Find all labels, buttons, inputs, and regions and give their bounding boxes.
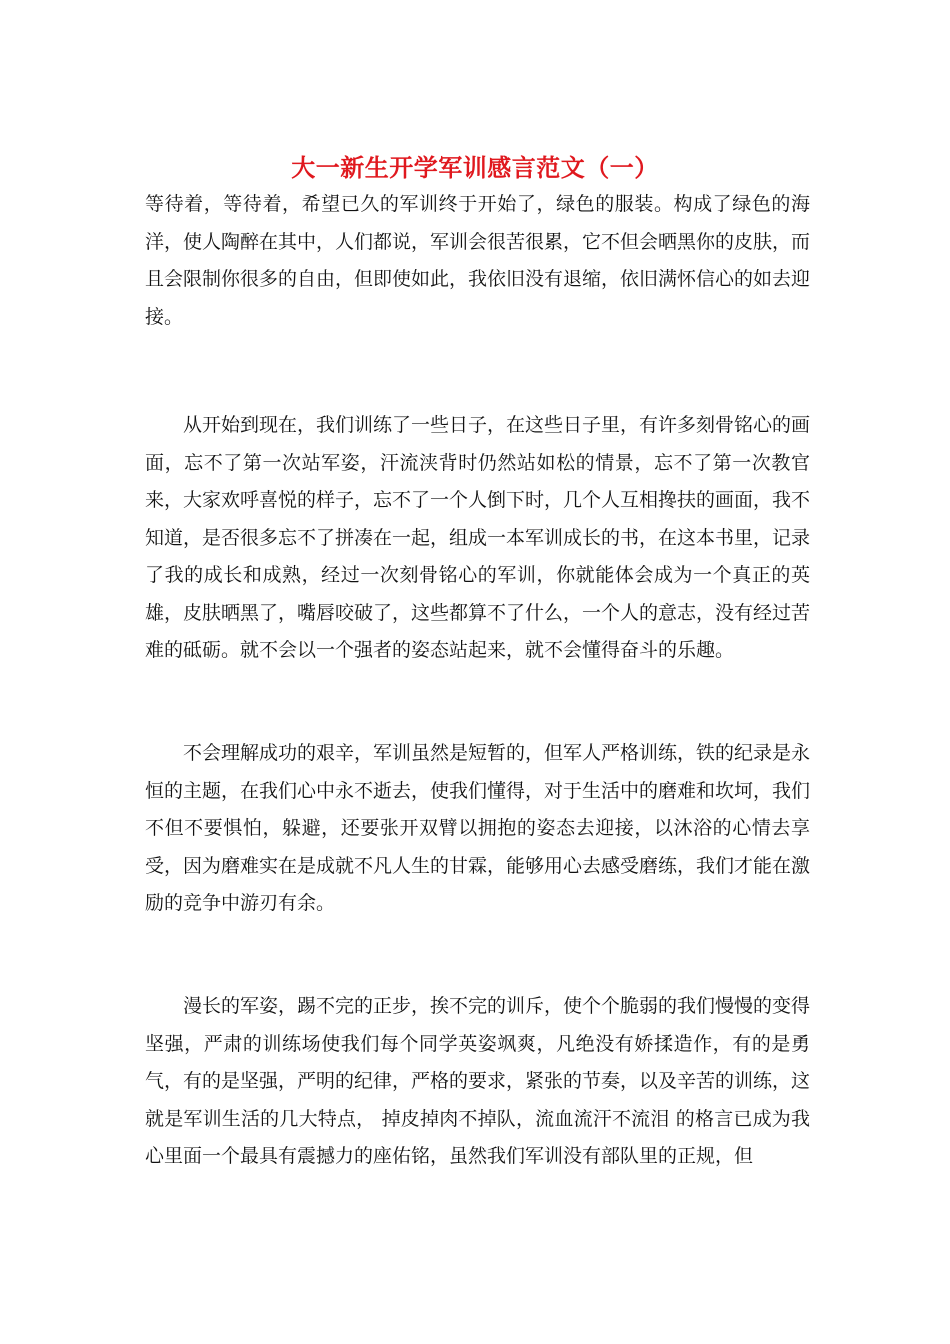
paragraph-1: 等待着，等待着，希望已久的军训终于开始了，绿色的服装。构成了绿色的海洋，使人陶醉在其中，人们都说，军训会很苦很累，它不但会晒黑你的皮肤，而且会限制你很多的自由，但即使如此，我依旧没有退缩，依旧满怀信心的如去迎接。 [145,193,811,328]
paragraph-2: 从开始到现在，我们训练了一些日子，在这些日子里，有许多刻骨铭心的画面，忘不了第一次站军姿，汗流浃背时仍然站如松的情景，忘不了第一次教官来，大家欢呼喜悦的样子，忘不了一个人倒下时，几个人互相搀扶的画面，我不知道，是否很多忘不了拼凑在一起，组成一本军训成长的书，在这本书里，记录了我的成长和成熟，经过一次刻骨铭心的军训，你就能体会成为一个真正的英雄，皮肤晒黑了，嘴唇咬破了，这些都算不了什么，一个人的意志，没有经过苦难的砥砺。就不会以一个强者的姿态站起来，就不会懂得奋斗的乐趣。 [145,414,811,661]
paragraph-4: 漫长的军姿，踢不完的正步，挨不完的训斥，使个个脆弱的我们慢慢的变得坚强，严肃的训练场使我们每个同学英姿飒爽，凡绝没有娇揉造作，有的是勇气，有的是坚强，严明的纪律，严格的要求，紧张的节奏，以及辛苦的训练，这就是军训生活的几大特点， 掉皮掉肉不掉队，流血流汗不流泪 的格言已成为我心里面一个最具有震撼力的座佑铭，虽然我们军训没有部队里的正规，但 [145,995,811,1167]
paragraph-3: 不会理解成功的艰辛，军训虽然是短暂的，但军人严格训练，铁的纪录是永恒的主题，在我们心中永不逝去，使我们懂得，对于生活中的磨难和坎坷，我们不但不要惧怕，躲避，还要张开双臂以拥抱的姿态去迎接，以沐浴的心情去享受，因为磨难实在是成就不凡人生的甘霖，能够用心去感受磨练，我们才能在激励的竞争中游刃有余。 [145,742,811,914]
document-title: 大一新生开学军训感言范文（一） [291,153,659,182]
